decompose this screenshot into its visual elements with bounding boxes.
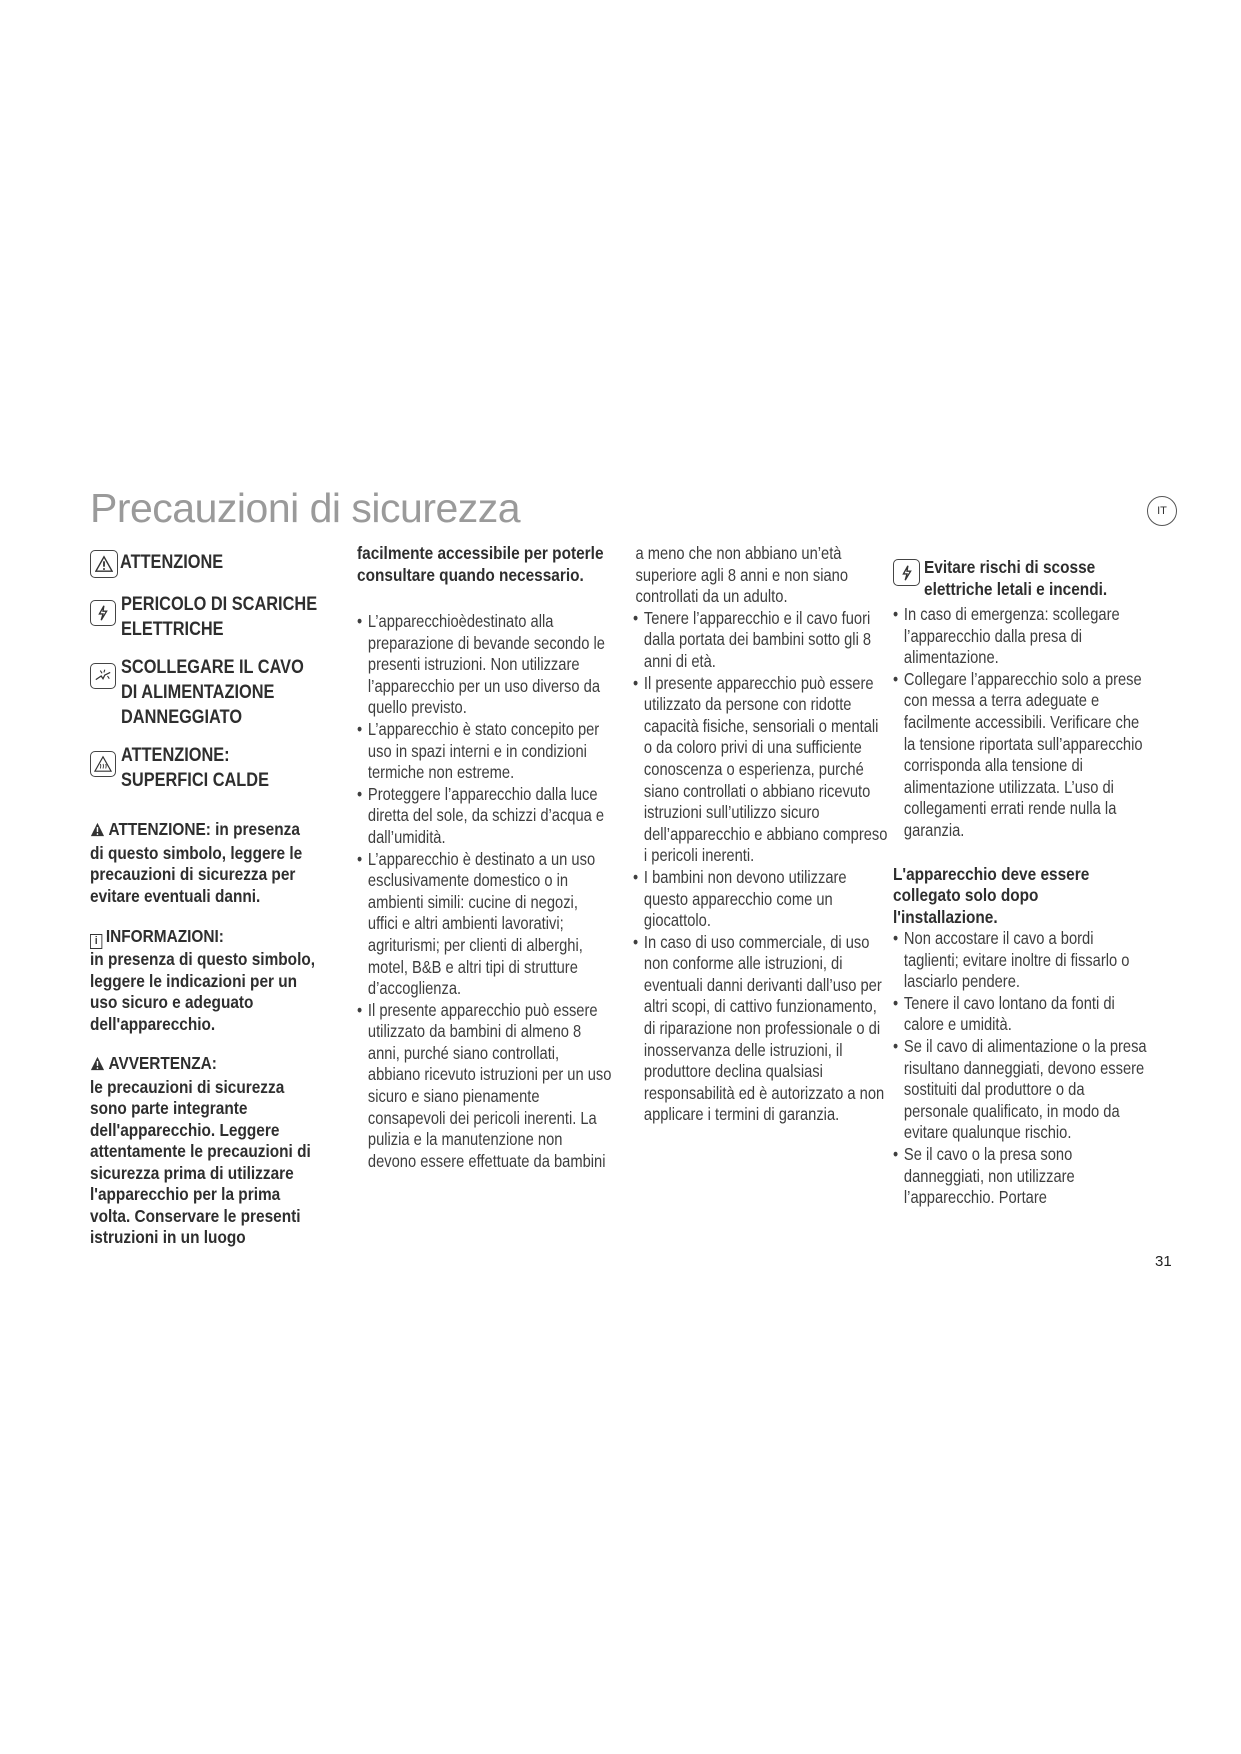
electric-shock-icon bbox=[90, 600, 116, 626]
list-item: • Tenere il cavo lontano da fonti di calore e umidità. bbox=[893, 993, 1148, 1036]
informazioni-heading: INFORMAZIONI: bbox=[105, 926, 224, 946]
attenzione-heading: ATTENZIONE: bbox=[108, 819, 211, 839]
informazioni-block bbox=[90, 926, 315, 1035]
warning-cavo-label: SCOLLEGARE IL CAVO DI ALIMENTAZIONE DANNEGGIATO bbox=[121, 657, 304, 728]
list-item: • Se il cavo di alimentazione o la presa risultano danneggiati, devono essere sostituiti dal produttore o da personale qualificato, in modo da evitare qualunque rischio. bbox=[893, 1036, 1148, 1144]
col4-bullet-list-b bbox=[893, 928, 1148, 1209]
info-icon: i bbox=[90, 934, 102, 949]
col4-heading-row bbox=[893, 557, 1148, 600]
list-item: • L’apparecchio è destinato a un uso esclusivamente domestico o in ambienti simili: cucine di negozi, uffici e altri ambienti lavorativi; agriturismi; per clienti di alberghi, motel, B&B e altri tipi di strutture d’accoglienza. bbox=[357, 849, 612, 1000]
damaged-cable-icon bbox=[90, 663, 116, 689]
informazioni-text: in presenza di questo simbolo, leggere le indicazioni per un uso sicuro e adeguato dell'apparecchio. bbox=[90, 949, 316, 1034]
warning-attenzione-label: ATTENZIONE bbox=[120, 552, 224, 573]
col4-sub-heading: L'apparecchio deve essere collegato solo dopo l'installazione. bbox=[893, 863, 1090, 927]
list-item: • Il presente apparecchio può essere utilizzato da bambini di almeno 8 anni, purché siano controllati, abbiano ricevuto istruzioni per un uso sicuro e siano pienamente consapevoli dei pericoli inerenti. La pulizia e la manutenzione non devono essere effettuate da bambini bbox=[357, 1000, 612, 1173]
col4-heading: Evitare rischi di scosse elettriche letali e incendi. bbox=[924, 557, 1108, 599]
col2-bullet-list bbox=[357, 611, 612, 1172]
list-item: • Non accostare il cavo a bordi taglienti; evitare inoltre di fissarlo o lasciarlo pendere. bbox=[893, 928, 1148, 993]
list-item: • In caso di uso commerciale, di uso non conforme alle istruzioni, di eventuali danni derivanti dall’uso per altri scopi, di cattivo funzionamento, di riparazione non professionale o di inosservanza delle istruzioni, il produttore declina qualsiasi responsabilità ed è autorizzato a non applicare i termini di garanzia. bbox=[633, 932, 888, 1126]
col3-continuation: a meno che non abbiano un’età superiore agli 8 anni e non siano controllati da un adulto. bbox=[635, 543, 849, 607]
warning-triangle-icon bbox=[90, 1055, 105, 1077]
electric-shock-icon bbox=[893, 559, 920, 586]
page-title: Precauzioni di sicurezza bbox=[90, 485, 521, 531]
avvertenza-heading: AVVERTENZA: bbox=[108, 1053, 217, 1073]
warning-triangle-icon bbox=[90, 821, 105, 843]
col3-bullet-list bbox=[633, 608, 888, 1126]
avvertenza-block bbox=[90, 1053, 315, 1249]
attenzione-block bbox=[90, 819, 315, 907]
col2-intro: facilmente accessibile per poterle consultare quando necessario. bbox=[357, 543, 604, 585]
warning-superfici-label: ATTENZIONE: SUPERFICI CALDE bbox=[121, 745, 269, 791]
list-item: • In caso di emergenza: scollegare l’apparecchio dalla presa di alimentazione. bbox=[893, 604, 1148, 669]
list-item: • Proteggere l’apparecchio dalla luce diretta del sole, da schizzi d’acqua e dall’umidità. bbox=[357, 784, 612, 849]
warning-scariche-label: PERICOLO DI SCARICHE ELETTRICHE bbox=[121, 594, 318, 640]
list-item: • L’apparecchioèdestinato alla preparazione di bevande secondo le presenti istruzioni. Non utilizzare l’apparecchio per un uso diverso da quello previsto. bbox=[357, 611, 612, 719]
list-item: • Il presente apparecchio può essere utilizzato da persone con ridotte capacità fisiche, sensoriali o mentali o da coloro privi di una sufficiente conoscenza o esperienza, purché siano controllati o abbiano ricevuto istruzioni sull’utilizzo sicuro dell’apparecchio e abbiano compreso i pericoli inerenti. bbox=[633, 673, 888, 867]
list-item: • L’apparecchio è stato concepito per uso in spazi interni e in condizioni termiche non estreme. bbox=[357, 719, 612, 784]
page-number: 31 bbox=[1155, 1253, 1172, 1270]
list-item: • I bambini non devono utilizzare questo apparecchio come un giocattolo. bbox=[633, 867, 888, 932]
warning-scariche bbox=[90, 592, 351, 642]
attenzione-text: in presenza di questo simbolo, leggere le precauzioni di sicurezza per evitare eventuali danni. bbox=[90, 819, 303, 906]
language-badge: IT bbox=[1147, 496, 1177, 526]
col4-bullet-list-a bbox=[893, 604, 1148, 842]
hot-surface-icon bbox=[90, 751, 116, 777]
avvertenza-text: le precauzioni di sicurezza sono parte integrante dell'apparecchio. Leggere attentamente le precauzioni di sicurezza prima di utilizzare l'apparecchio per la prima volta. Conservare le presenti istruzioni in un luogo bbox=[90, 1076, 311, 1247]
list-item: • Collegare l’apparecchio solo a prese con messa a terra adeguate e facilmente accessibili. Verificare che la tensione riportata sull’apparecchio corrisponda alla tensione di alimentazione utilizzata. L’uso di collegamenti errati rende nulla la garanzia. bbox=[893, 669, 1148, 842]
warning-superfici bbox=[90, 743, 351, 793]
list-item: • Tenere l’apparecchio e il cavo fuori dalla portata dei bambini sotto gli 8 anni di età. bbox=[633, 608, 888, 673]
list-item: • Se il cavo o la presa sono danneggiati, non utilizzare l’apparecchio. Portare bbox=[893, 1144, 1148, 1209]
warning-cavo bbox=[90, 655, 351, 730]
warning-triangle-icon bbox=[90, 550, 118, 578]
column-3 bbox=[633, 543, 888, 1126]
warning-attenzione bbox=[90, 550, 240, 578]
column-2 bbox=[357, 543, 612, 1172]
column-4 bbox=[893, 557, 1148, 1209]
